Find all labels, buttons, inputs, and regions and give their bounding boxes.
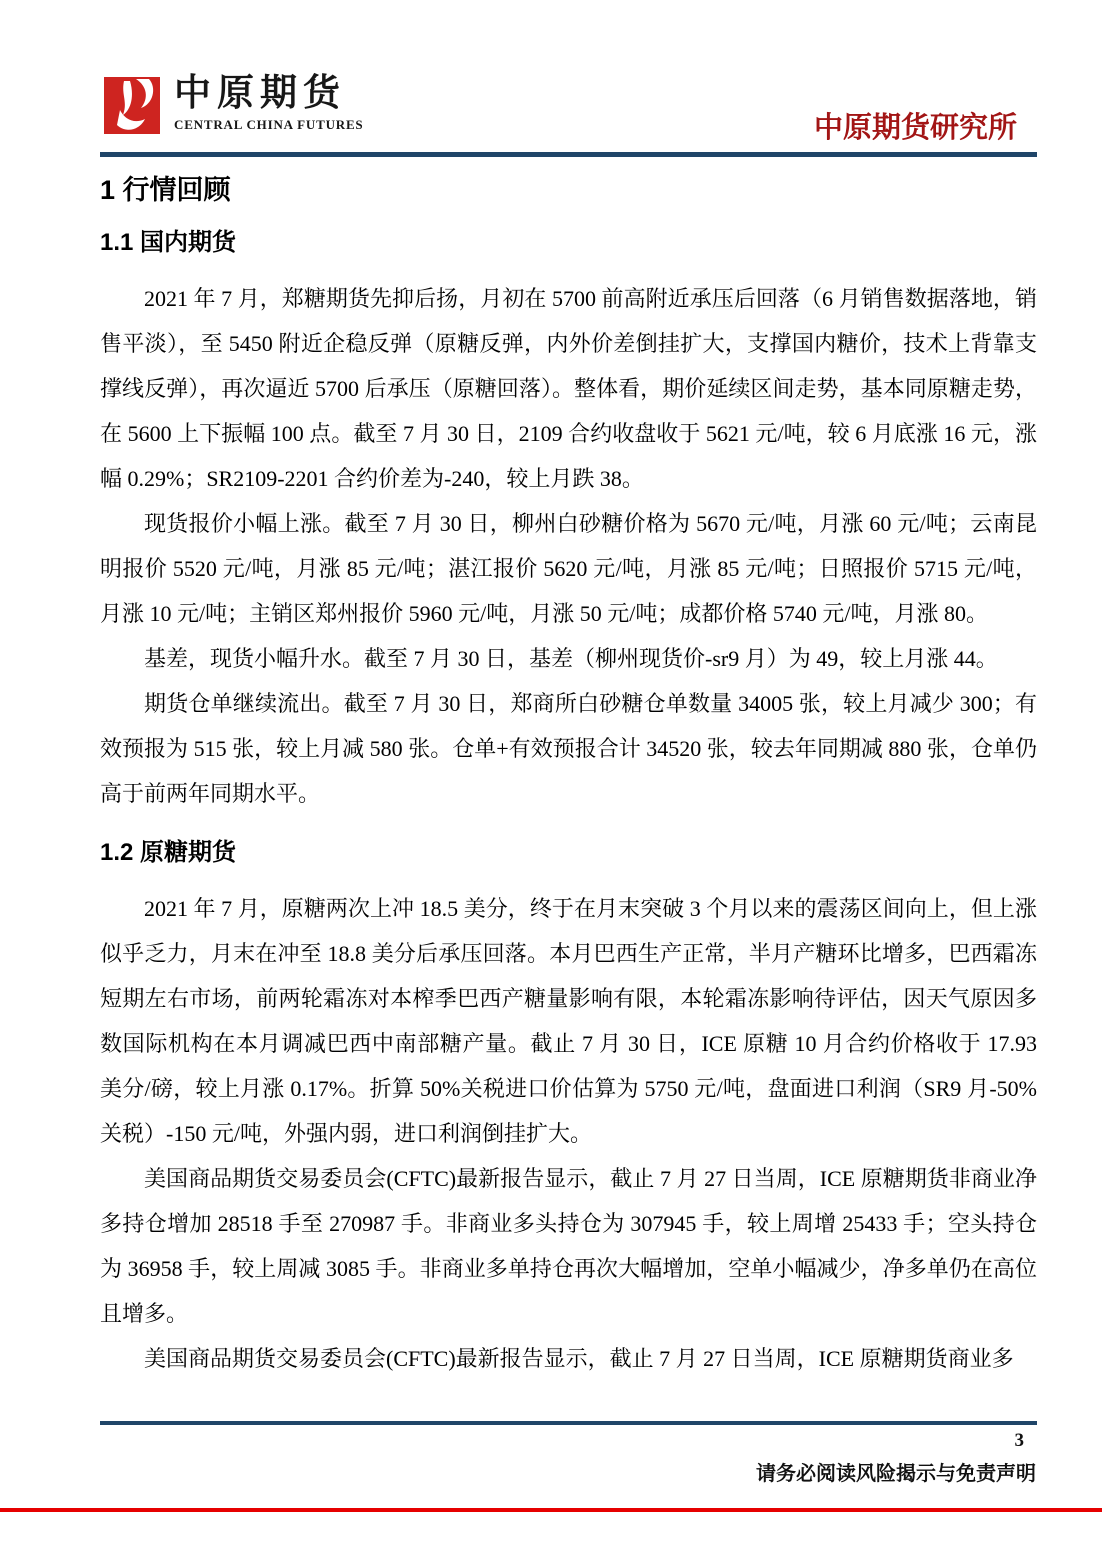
company-logo-icon xyxy=(104,74,162,136)
bottom-red-divider xyxy=(0,1508,1102,1512)
paragraph-basis: 基差，现货小幅升水。截至 7 月 30 日，基差（柳州现货价-sr9 月）为 49，较上月涨 44。 xyxy=(144,646,998,671)
page-number: 3 xyxy=(1014,1430,1024,1451)
paragraph-cftc-noncommercial: 美国商品期货交易委员会(CFTC)最新报告显示，截止 7 月 27 日当周，ICE 原糖期货非商业净多持仓增加 28518 手至 270987 手。非商业多头持仓为 307945 手，较上周增 25433 手；空头持仓为 36958 手，较上周减 3085 手。非商业多单持仓再次大幅增加，空单小幅减少，净多单仍在高位且增多。 xyxy=(100,1166,1037,1326)
section-title-market-review: 1 行情回顾 xyxy=(100,175,231,205)
institute-title: 中原期货研究所 xyxy=(813,112,1017,144)
footer-divider xyxy=(100,1421,1037,1425)
logo-chinese-name: 中原期货 xyxy=(174,73,346,114)
paragraph-cftc-commercial: 美国商品期货交易委员会(CFTC)最新报告显示，截止 7 月 27 日当周，ICE 原糖期货商业多 xyxy=(144,1346,1014,1371)
logo-english-name: CENTRAL CHINA FUTURES xyxy=(174,117,364,132)
paragraph-raw-sugar-review: 2021 年 7 月，原糖两次上冲 18.5 美分，终于在月末突破 3 个月以来的震荡区间向上，但上涨似乎乏力，月末在冲至 18.8 美分后承压回落。本月巴西生产正常，半月产糖环比增多，巴西霜冻短期左右市场，前两轮霜冻对本榨季巴西产糖量影响有限，本轮霜冻影响待评估，因天气原因多数国际机构在本月调减巴西中南部糖产量。截止 7 月 30 日，ICE 原糖 10 月合约价格收于 17.93 美分/磅，较上月涨 0.17%。折算 50%关税进口价估算为 5750 元/吨，盘面进口利润（SR9 月-50%关税）-150 元/吨，外强内弱，进口利润倒挂扩大。 xyxy=(100,896,1037,1146)
company-logo-text xyxy=(174,74,363,133)
report-body xyxy=(100,162,1037,1381)
section-title-domestic-futures: 1.1 国内期货 xyxy=(100,229,237,256)
section-title-raw-sugar-futures: 1.2 原糖期货 xyxy=(100,839,237,866)
page-header xyxy=(100,0,1037,157)
footer-disclaimer: 请务必阅读风险揭示与免责声明 xyxy=(756,1463,1036,1485)
paragraph-zhengzhou-sugar-review: 2021 年 7 月，郑糖期货先抑后扬，月初在 5700 前高附近承压后回落（6 月销售数据落地，销售平淡），至 5450 附近企稳反弹（原糖反弹，内外价差倒挂扩大，支撑国内糖价，技术上背靠支撑线反弹），再次逼近 5700 后承压（原糖回落）。整体看，期价延续区间走势，基本同原糖走势，在 5600 上下振幅 100 点。截至 7 月 30 日，2109 合约收盘收于 5621 元/吨，较 6 月底涨 16 元，涨幅 0.29%；SR2109-2201 合约价差为-240，较上月跌 38。 xyxy=(100,286,1037,491)
company-logo xyxy=(104,74,363,136)
paragraph-spot-prices: 现货报价小幅上涨。截至 7 月 30 日，柳州白砂糖价格为 5670 元/吨，月涨 60 元/吨；云南昆明报价 5520 元/吨，月涨 85 元/吨；湛江报价 5620 元/吨，月涨 85 元/吨；日照报价 5715 元/吨，月涨 10 元/吨；主销区郑州报价 5960 元/吨，月涨 50 元/吨；成都价格 5740 元/吨，月涨 80。 xyxy=(100,511,1037,626)
paragraph-warehouse-receipts: 期货仓单继续流出。截至 7 月 30 日，郑商所白砂糖仓单数量 34005 张，较上月减少 300；有效预报为 515 张，较上月减 580 张。仓单+有效预报合计 34520 张，较去年同期减 880 张，仓单仍高于前两年同期水平。 xyxy=(100,691,1037,806)
